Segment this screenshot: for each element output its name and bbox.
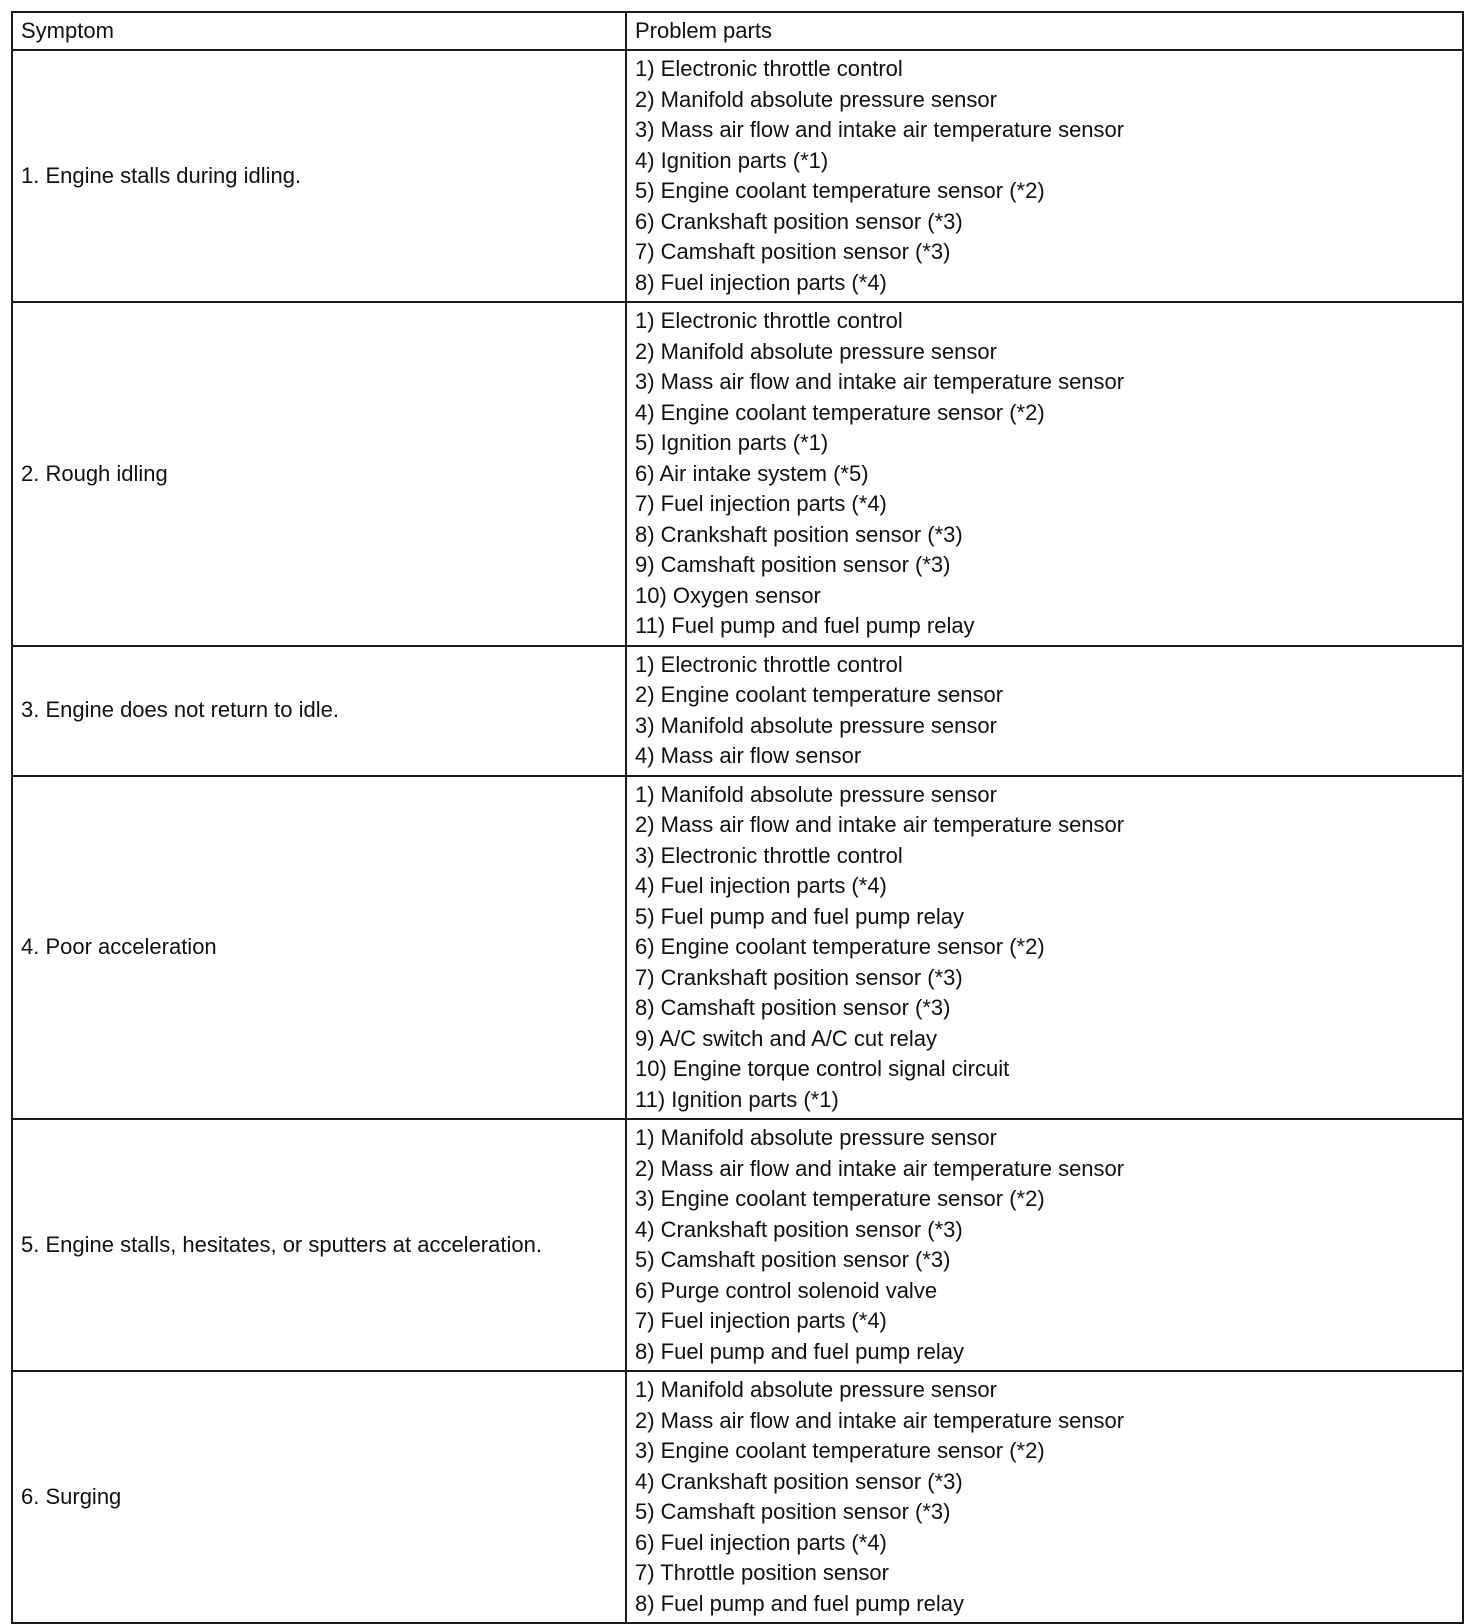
table-row [12, 646, 1463, 776]
problem-part-item: 10) Oxygen sensor [635, 582, 821, 608]
problem-part-item: 7) Fuel injection parts (*4) [635, 1308, 887, 1333]
problem-parts-cell [626, 1371, 1463, 1623]
table-header-row [12, 12, 1463, 50]
problem-part-item: 6) Fuel injection parts (*4) [635, 1529, 887, 1555]
symptom-cell: 5. Engine stalls, hesitates, or sputters at acceleration. [12, 1119, 626, 1371]
problem-part-item: 6) Air intake system (*5) [635, 460, 869, 486]
symptom-cell: 6. Surging [12, 1371, 626, 1623]
problem-part-item: 2) Engine coolant temperature sensor [635, 682, 1004, 707]
problem-part-item: 2) Manifold absolute pressure sensor [635, 86, 997, 112]
symptom-cell: 2. Rough idling [12, 302, 626, 646]
table-row [12, 1371, 1463, 1623]
problem-part-item: 7) Camshaft position sensor (*3) [635, 239, 951, 264]
problem-part-item: 6) Crankshaft position sensor (*3) [635, 208, 963, 234]
problem-part-item: 3) Electronic throttle control [635, 842, 903, 868]
problem-part-item: 7) Fuel injection parts (*4) [635, 491, 887, 516]
problem-part-item: 7) Throttle position sensor [635, 1560, 889, 1585]
problem-parts-list [635, 1375, 1462, 1619]
problem-part-item: 2) Mass air flow and intake air temperature sensor [635, 1155, 1125, 1181]
problem-part-item: 11) Fuel pump and fuel pump relay [635, 613, 975, 638]
problem-part-item: 4) Mass air flow sensor [635, 743, 862, 768]
table-row [12, 302, 1463, 646]
problem-part-item: 8) Crankshaft position sensor (*3) [635, 521, 963, 547]
symptom-cell: 1. Engine stalls during idling. [12, 50, 626, 302]
problem-part-item: 4) Ignition parts (*1) [635, 147, 829, 173]
problem-parts-cell [626, 646, 1463, 776]
problem-part-item: 1) Electronic throttle control [635, 308, 903, 333]
problem-parts-list [635, 306, 1462, 642]
problem-part-item: 3) Engine coolant temperature sensor (*2) [635, 1186, 1045, 1211]
problem-parts-list [635, 780, 1462, 1116]
problem-part-item: 3) Engine coolant temperature sensor (*2) [635, 1438, 1045, 1463]
problem-part-item: 1) Electronic throttle control [635, 651, 903, 677]
problem-part-item: 1) Electronic throttle control [635, 56, 903, 81]
table-row [12, 1119, 1463, 1371]
problem-parts-list [635, 650, 1462, 772]
table-row [12, 776, 1463, 1120]
problem-part-item: 7) Crankshaft position sensor (*3) [635, 964, 963, 990]
table-body [12, 50, 1463, 1623]
problem-part-item: 8) Fuel pump and fuel pump relay [635, 1590, 964, 1616]
problem-parts-column-header: Problem parts [626, 12, 1463, 50]
symptom-table [11, 11, 1464, 1624]
problem-part-item: 1) Manifold absolute pressure sensor [635, 1125, 997, 1150]
problem-part-item: 1) Manifold absolute pressure sensor [635, 1377, 997, 1402]
problem-part-item: 8) Fuel injection parts (*4) [635, 269, 887, 295]
table-row [12, 50, 1463, 302]
problem-part-item: 4) Crankshaft position sensor (*3) [635, 1468, 963, 1494]
problem-part-item: 3) Mass air flow and intake air temperature sensor [635, 369, 1125, 394]
problem-part-item: 6) Engine coolant temperature sensor (*2) [635, 934, 1045, 959]
problem-part-item: 8) Camshaft position sensor (*3) [635, 995, 951, 1020]
problem-part-item: 5) Fuel pump and fuel pump relay [635, 903, 964, 929]
problem-part-item: 11) Ignition parts (*1) [635, 1086, 839, 1112]
problem-parts-cell [626, 1119, 1463, 1371]
problem-part-item: 1) Manifold absolute pressure sensor [635, 781, 997, 807]
problem-part-item: 9) A/C switch and A/C cut relay [635, 1025, 938, 1051]
problem-part-item: 4) Engine coolant temperature sensor (*2) [635, 399, 1045, 425]
problem-part-item: 3) Mass air flow and intake air temperature sensor [635, 117, 1125, 142]
problem-part-item: 5) Ignition parts (*1) [635, 430, 829, 455]
problem-parts-cell [626, 302, 1463, 646]
problem-part-item: 6) Purge control solenoid valve [635, 1277, 938, 1303]
symptom-column-header: Symptom [12, 12, 626, 50]
problem-part-item: 4) Fuel injection parts (*4) [635, 873, 887, 898]
problem-part-item: 5) Camshaft position sensor (*3) [635, 1247, 951, 1272]
symptom-cell: 4. Poor acceleration [12, 776, 626, 1120]
problem-part-item: 5) Engine coolant temperature sensor (*2) [635, 178, 1045, 203]
problem-part-item: 2) Mass air flow and intake air temperature sensor [635, 812, 1125, 837]
symptom-cell: 3. Engine does not return to idle. [12, 646, 626, 776]
problem-part-item: 8) Fuel pump and fuel pump relay [635, 1338, 964, 1364]
problem-parts-list [635, 1123, 1462, 1367]
problem-part-item: 10) Engine torque control signal circuit [635, 1056, 1010, 1081]
problem-part-item: 4) Crankshaft position sensor (*3) [635, 1216, 963, 1242]
problem-parts-cell [626, 776, 1463, 1120]
problem-part-item: 2) Manifold absolute pressure sensor [635, 338, 997, 364]
problem-part-item: 3) Manifold absolute pressure sensor [635, 712, 997, 738]
problem-part-item: 9) Camshaft position sensor (*3) [635, 552, 951, 577]
problem-parts-list [635, 54, 1462, 298]
problem-part-item: 2) Mass air flow and intake air temperature sensor [635, 1407, 1125, 1433]
problem-parts-cell [626, 50, 1463, 302]
problem-part-item: 5) Camshaft position sensor (*3) [635, 1499, 951, 1524]
